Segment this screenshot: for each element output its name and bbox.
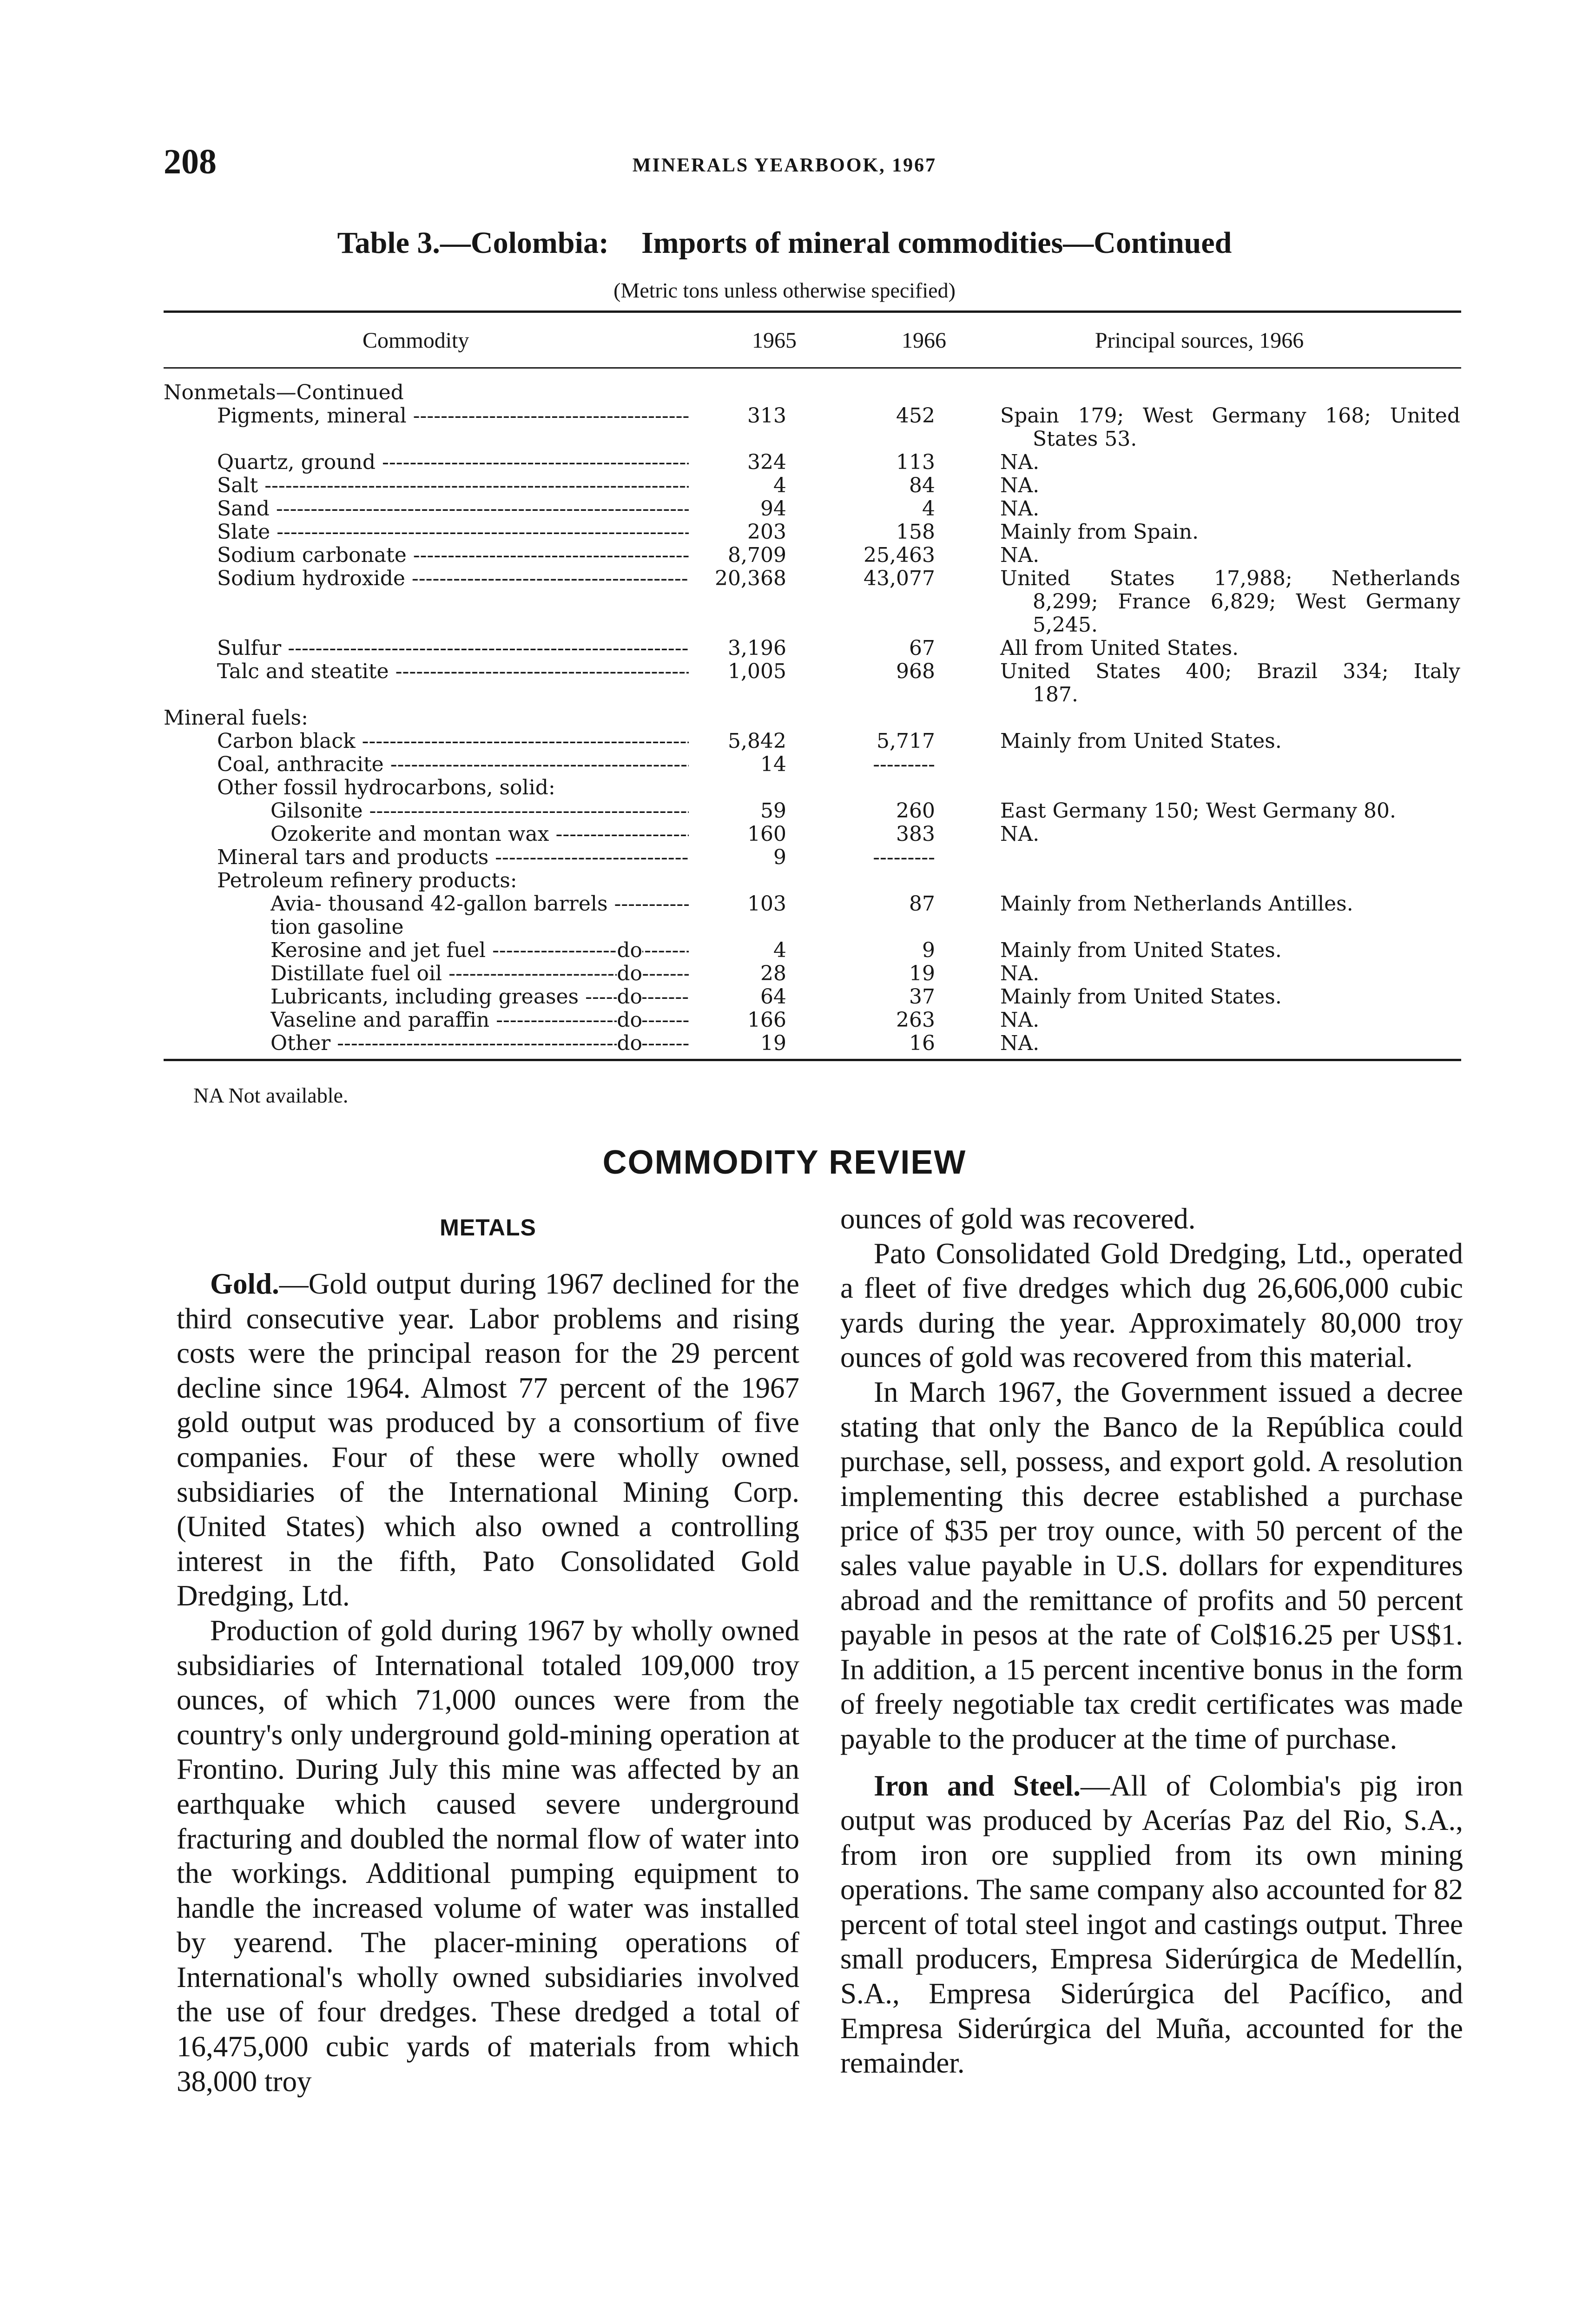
principal-sources	[1000, 637, 1460, 660]
leader-dots	[270, 799, 689, 823]
table-top-rule	[164, 310, 1461, 313]
source-line-cont: 8,299; France 6,829; West Germany	[1033, 590, 1460, 614]
source-line: NA.	[1000, 962, 1040, 985]
leader-dots	[217, 497, 689, 521]
value-1965: 19	[760, 1031, 786, 1055]
leader-dots	[217, 660, 689, 683]
unit-label: do	[617, 939, 642, 962]
value-1965: 14	[760, 753, 786, 776]
review-paragraph	[840, 1375, 1463, 1756]
value-1966: ---------	[873, 845, 935, 869]
value-1966: 9	[922, 938, 935, 962]
source-line-cont: 187.	[1033, 683, 1078, 706]
commodity-name: Vaseline and paraffin -----	[270, 1009, 689, 1032]
column-header-1966: 1966	[902, 328, 946, 353]
source-line: NA.	[1000, 497, 1040, 521]
principal-sources	[1000, 985, 1460, 1009]
value-1966: 113	[896, 450, 935, 474]
source-line: NA.	[1000, 1008, 1040, 1032]
value-1965: 4	[773, 938, 786, 962]
leader-dots	[217, 521, 689, 544]
value-1965: 94	[760, 497, 786, 521]
source-line: East Germany 150; West Germany 80.	[1000, 799, 1397, 823]
paragraph-text: Production of gold during 1967 by wholly owned subsidiaries of International totaled 109,000 troy ounces, of which 71,000 ounces were from the country's only underground gold-mining operation at Frontino. During July this mine was affected by an earthquake which caused severe underground fracturing and doubled the normal flow of water into the workings. Additional pumping equipment to handle the increased volume of water was installed by yearend. The placer-mining operations of International's wholly owned subsidiaries involved the use of four dredges. These dredged a total of 16,475,000 cubic yards of materials from which 38,000 troy	[177, 1614, 799, 2098]
commodity-name-cont: tion gasoline	[270, 915, 404, 939]
value-1966: 4	[922, 497, 935, 521]
leader-dots	[270, 962, 689, 985]
review-paragraph	[177, 1613, 799, 2099]
value-1966: 158	[896, 520, 935, 544]
commodity-name: Distillate fuel oil -----	[270, 962, 689, 985]
source-line-cont: States 53.	[1033, 427, 1137, 451]
leader-dots	[217, 451, 689, 474]
leader-dots	[270, 985, 689, 1009]
source-line: Mainly from United States.	[1000, 985, 1282, 1009]
principal-sources	[1000, 823, 1460, 846]
value-1965: 203	[747, 520, 786, 544]
commodity-name: Ozokerite and montan wax -----	[270, 823, 689, 846]
value-1965: 64	[760, 985, 786, 1009]
source-line: United States 400; Brazil 334; Italy	[1000, 660, 1460, 683]
leader-dots	[217, 404, 689, 428]
principal-sources	[1000, 474, 1460, 497]
paragraph-text: In March 1967, the Government issued a decree stating that only the Banco de la República could purchase, sell, possess, and export gold. A resolution implementing this decree established a purchase price of $35 per troy ounce, with 50 percent of the sales value payable in U.S. dollars for expenditures abroad and the remittance of profits and 50 percent payable in pesos at the rate of Col$16.25 per US$1. In addition, a 15 percent incentive bonus in the form of freely negotiable tax credit certificates was made payable to the producer at the time of purchase.	[840, 1375, 1463, 1755]
commodity-name: Avia- thousand 42-gallon barrels -----	[270, 892, 689, 916]
column-header-1965: 1965	[752, 328, 797, 353]
paragraph-text: —Gold output during 1967 declined for the third consecutive year. Labor problems and rising costs were the principal reason for the 29 percent decline since 1964. Almost 77 percent of the 1967 gold output was produced by a consortium of five companies. Four of these were wholly owned subsidiaries of the International Mining Corp. (United States) which also owned a controlling interest in the fifth, Pato Consolidated Gold Dredging, Ltd.	[177, 1268, 799, 1612]
value-1965: 324	[747, 450, 786, 474]
metals-subheading: METALS	[440, 1215, 536, 1241]
value-1965: 1,005	[728, 660, 786, 683]
commodity-name: Sand -----	[217, 497, 689, 521]
value-1966: 383	[896, 822, 935, 846]
commodity-name: Petroleum refinery products:	[217, 869, 517, 892]
leader-dots	[217, 544, 689, 567]
commodity-name: Quartz, ground -----	[217, 451, 689, 474]
commodity-name: Sodium hydroxide -----	[217, 567, 689, 590]
source-line: Mainly from Netherlands Antilles.	[1000, 892, 1353, 916]
value-1966: 968	[896, 660, 935, 683]
commodity-name: Slate -----	[217, 521, 689, 544]
review-paragraph	[840, 1202, 1463, 1236]
table-title-label: Table 3.—Colombia:	[337, 226, 609, 260]
commodity-name: Coal, anthracite -----	[217, 753, 689, 776]
value-1965: 59	[760, 799, 786, 823]
paragraph-lead: Gold.	[210, 1268, 279, 1300]
value-1966: 260	[896, 799, 935, 823]
principal-sources	[1000, 730, 1460, 753]
table-bottom-rule	[164, 1059, 1461, 1061]
commodity-name: Mineral tars and products -----	[217, 846, 689, 869]
leader-dots	[217, 846, 689, 869]
page-number: 208	[164, 142, 217, 181]
column-header-commodity: Commodity	[363, 328, 469, 353]
leader-dots	[270, 939, 689, 962]
review-right-column	[840, 1202, 1463, 2080]
value-1966: 25,463	[864, 543, 935, 567]
commodity-name: Other -----	[270, 1032, 689, 1055]
value-1965: 160	[747, 822, 786, 846]
table-footnote: NA Not available.	[193, 1083, 349, 1107]
running-head: MINERALS YEARBOOK, 1967	[632, 155, 937, 176]
commodity-name: Lubricants, including greases -----	[270, 985, 689, 1009]
value-1965: 28	[760, 962, 786, 985]
leader-dots	[217, 567, 689, 590]
commodity-name: Sodium carbonate -----	[217, 544, 689, 567]
review-left-column	[177, 1267, 799, 2099]
principal-sources	[1000, 660, 1460, 706]
leader-dots	[217, 474, 689, 497]
source-line: NA.	[1000, 822, 1040, 846]
table-title-text: Imports of mineral commodities—Continued	[641, 226, 1232, 260]
value-1966: 87	[909, 892, 935, 916]
value-1965: 20,368	[715, 567, 786, 590]
value-1965: 4	[773, 474, 786, 497]
principal-sources	[1000, 939, 1460, 962]
unit-label: do	[617, 985, 642, 1009]
source-line-cont: 5,245.	[1033, 613, 1098, 637]
value-1966: 43,077	[864, 567, 935, 590]
source-line: Spain 179; West Germany 168; United	[1000, 404, 1460, 428]
paragraph-text: ounces of gold was recovered.	[840, 1202, 1196, 1235]
principal-sources	[1000, 892, 1460, 916]
imports-table	[164, 381, 1461, 1060]
value-1965: 313	[747, 404, 786, 428]
principal-sources	[1000, 404, 1460, 451]
review-paragraph	[840, 1769, 1463, 2080]
value-1965: 9	[773, 845, 786, 869]
commodity-name: Kerosine and jet fuel -----	[270, 939, 689, 962]
commodity-name: Gilsonite -----	[270, 799, 689, 823]
review-paragraph	[177, 1267, 799, 1613]
value-1966: 84	[909, 474, 935, 497]
column-header-sources: Principal sources, 1966	[1095, 328, 1304, 353]
unit-label: do	[617, 1032, 642, 1055]
value-1966: 67	[909, 636, 935, 660]
value-1966: 5,717	[877, 729, 935, 753]
value-1966: ---------	[873, 753, 935, 776]
value-1966: 263	[896, 1008, 935, 1032]
commodity-name: Salt -----	[217, 474, 689, 497]
value-1966: 37	[909, 985, 935, 1009]
leader-dots	[217, 730, 689, 753]
source-line: All from United States.	[1000, 636, 1239, 660]
source-line: NA.	[1000, 474, 1040, 497]
source-line: NA.	[1000, 543, 1040, 567]
source-line: United States 17,988; Netherlands	[1000, 567, 1460, 590]
value-1966: 16	[909, 1031, 935, 1055]
commodity-name: Other fossil hydrocarbons, solid:	[217, 776, 555, 799]
value-1965: 8,709	[728, 543, 786, 567]
leader-dots	[217, 753, 689, 776]
source-line: Mainly from United States.	[1000, 938, 1282, 962]
table-title	[0, 225, 1569, 261]
leader-dots	[270, 1032, 689, 1055]
principal-sources	[1000, 962, 1460, 985]
source-line: NA.	[1000, 1031, 1040, 1055]
principal-sources	[1000, 451, 1460, 474]
value-1965: 103	[747, 892, 786, 916]
leader-dots	[270, 823, 689, 846]
principal-sources	[1000, 567, 1460, 637]
unit-label: do	[617, 1009, 642, 1032]
value-1965: 3,196	[728, 636, 786, 660]
source-line: Mainly from Spain.	[1000, 520, 1199, 544]
table-subtitle: (Metric tons unless otherwise specified)	[613, 278, 956, 302]
leader-dots	[270, 1009, 689, 1032]
paragraph-text: Pato Consolidated Gold Dredging, Ltd., operated a fleet of five dredges which dug 26,606,000 cubic yards during the year. Approximately 80,000 troy ounces of gold was recovered from this material.	[840, 1237, 1463, 1374]
commodity-name: Nonmetals—Continued	[164, 381, 404, 404]
source-line: NA.	[1000, 450, 1040, 474]
paragraph-text: —All of Colombia's pig iron output was produced by Acerías Paz del Rio, S.A., from iron ore supplied from its own mining operations. The same company also accounted for 82 percent of total steel ingot and castings output. Three small producers, Empresa Siderúrgica de Medellín, S.A., Empresa Siderúrgica del Pacífico, and Empresa Siderúrgica del Muña, accounted for the remainder.	[840, 1769, 1463, 2080]
commodity-name: Talc and steatite -----	[217, 660, 689, 683]
source-line: Mainly from United States.	[1000, 729, 1282, 753]
commodity-name: Carbon black -----	[217, 730, 689, 753]
principal-sources	[1000, 497, 1460, 521]
review-paragraph	[840, 1236, 1463, 1375]
value-1966: 19	[909, 962, 935, 985]
commodity-name: Sulfur -----	[217, 637, 689, 660]
paragraph-lead: Iron and Steel.	[874, 1769, 1081, 1802]
commodity-name: Pigments, mineral -----	[217, 404, 689, 428]
value-1965: 5,842	[728, 729, 786, 753]
leader-dots	[217, 637, 689, 660]
value-1966: 452	[896, 404, 935, 428]
commodity-name: Mineral fuels:	[164, 706, 308, 730]
unit-label: do	[617, 962, 642, 985]
principal-sources	[1000, 1009, 1460, 1032]
section-heading: COMMODITY REVIEW	[602, 1144, 967, 1181]
table-header-rule	[164, 367, 1461, 369]
value-1965: 166	[747, 1008, 786, 1032]
principal-sources	[1000, 544, 1460, 567]
leader-dots	[270, 892, 689, 916]
principal-sources	[1000, 1032, 1460, 1055]
principal-sources	[1000, 521, 1460, 544]
principal-sources	[1000, 799, 1460, 823]
